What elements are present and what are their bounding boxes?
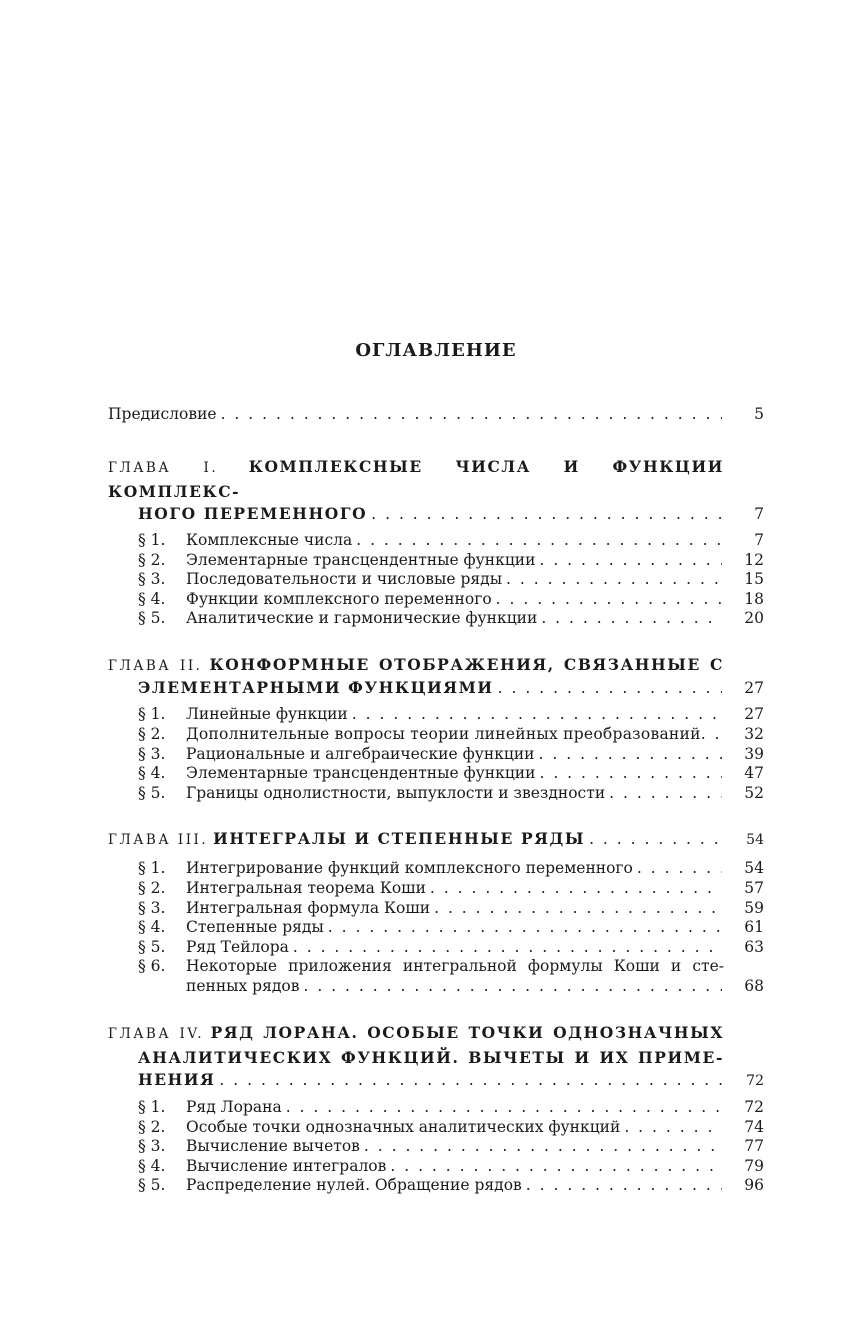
section-title: Границы однолистности, выпуклости и звездности [186,783,606,802]
section-number: § 2. [138,1117,166,1136]
toc-section[interactable] [138,609,764,629]
section-page: 7 [754,531,764,549]
section-title: Интегрирование функций комплексного переменного [186,859,633,878]
dot-leader [496,590,722,610]
section-title: Функции комплексного переменного [186,589,492,608]
section-page: 61 [744,918,764,937]
section-number: § 5. [138,609,166,628]
dot-leader [390,1157,722,1177]
section-page: 18 [744,589,764,608]
chapter-heading-text [108,827,585,852]
section-page: 27 [744,705,764,724]
chapter-page: 7 [754,504,764,523]
section-page: 63 [744,937,764,956]
section-number: § 2. [138,725,166,744]
section-list [108,859,764,996]
chapter-title-line2: ЭЛЕМЕНТАРНЫМИ ФУНКЦИЯМИ [138,677,494,697]
section-title: Распределение нулей. Обращение рядов [186,1176,522,1195]
dot-leader [609,784,722,804]
section-title: Особые точки однозначных аналитических функций [186,1117,621,1136]
dot-leader [221,405,722,425]
dot-leader [364,1137,722,1157]
dot-leader [539,764,722,784]
chapter-3 [108,827,764,996]
section-page: 47 [744,764,764,783]
chapter-number: ГЛАВА I. [108,459,219,476]
toc-section[interactable] [138,879,764,899]
dot-leader [286,1098,722,1118]
toc-section[interactable] [138,957,764,996]
chapter-heading-mid[interactable] [108,1046,764,1070]
section-title: Последовательности и числовые ряды [186,570,503,589]
chapter-4 [108,1021,764,1196]
section-page: 32 [744,725,764,744]
page-title: ОГЛАВЛЕНИЕ [355,340,517,361]
section-title: Ряд Лорана [186,1098,282,1117]
dot-leader [701,725,728,745]
dot-leader [434,899,722,919]
chapter-heading[interactable] [108,455,764,504]
section-title-line1: Некоторые приложения интегральной формулы Коши и сте- [186,957,724,976]
chapter-page: 72 [746,1072,764,1089]
section-number: § 5. [138,783,166,802]
chapter-number: ГЛАВА II. [108,657,203,674]
toc-section[interactable] [138,899,764,919]
chapter-title-line1: КОНФОРМНЫЕ ОТОБРАЖЕНИЯ, СВЯЗАННЫЕ С [209,654,724,674]
section-page: 12 [744,550,764,569]
section-title: Вычисление вычетов [186,1137,360,1156]
section-page: 77 [744,1137,764,1156]
section-number: § 5. [138,1176,166,1195]
section-title: Дополнительные вопросы теории линейных преобразований [186,725,701,744]
toc-section[interactable] [138,745,764,765]
chapter-heading-last[interactable] [108,504,764,525]
toc-section[interactable] [138,938,764,958]
dot-leader [541,609,722,629]
chapter-heading[interactable] [108,827,764,852]
section-number: § 4. [138,589,166,608]
toc-section[interactable] [138,725,764,745]
section-page: 39 [744,744,764,763]
dot-leader [526,1176,722,1196]
chapter-title-line1: ИНТЕГРАЛЫ И СТЕПЕННЫЕ РЯДЫ [213,829,586,849]
section-title: Элементарные трансцендентные функции [186,764,536,783]
toc-section[interactable] [138,551,764,571]
section-title: Интегральная теорема Коши [186,879,426,898]
dot-leader [637,859,722,879]
chapter-title-line1: РЯД ЛОРАНА. ОСОБЫЕ ТОЧКИ ОДНОЗНАЧНЫХ [210,1022,724,1042]
dot-leader [371,505,722,525]
section-page: 72 [744,1098,764,1117]
toc-section[interactable] [138,784,764,804]
chapter-title-line1: КОМПЛЕКСНЫЕ ЧИСЛА И ФУНКЦИИ КОМПЛЕКС- [108,456,724,501]
chapter-page: 54 [746,832,764,849]
chapter-heading-last[interactable] [108,678,764,699]
section-number: § 4. [138,1156,166,1175]
toc-section[interactable] [138,764,764,784]
dot-leader [328,918,722,938]
chapter-title-line3: НЕНИЯ [138,1069,216,1089]
section-page: 59 [744,898,764,917]
section-list [108,531,764,629]
dot-leader [498,679,722,699]
section-number: § 3. [138,1137,166,1156]
section-number: § 5. [138,937,166,956]
toc-section[interactable] [138,590,764,610]
section-page: 52 [744,783,764,802]
section-page: 68 [744,977,764,995]
section-page: 74 [744,1117,764,1136]
section-number: § 1. [138,1098,166,1117]
section-number: § 1. [138,705,166,724]
section-title: Элементарные трансцендентные функции [186,550,536,569]
dot-leader [539,745,722,765]
chapter-heading[interactable] [108,653,764,678]
chapter-heading[interactable] [108,1021,764,1046]
dot-leader [303,977,722,997]
toc-section[interactable] [138,1137,764,1157]
section-title: Ряд Тейлора [186,937,289,956]
chapter-title-line2: АНАЛИТИЧЕСКИХ ФУНКЦИЙ. ВЫЧЕТЫ И ИХ ПРИМЕ- [138,1047,724,1067]
dot-leader [293,938,722,958]
section-page: 57 [744,879,764,898]
dot-leader [430,879,722,899]
section-number: § 1. [138,531,166,549]
entry-label: Предисловие [108,405,217,423]
chapter-heading-last[interactable] [108,1070,764,1092]
section-number: § 6. [138,957,166,976]
section-title: Рациональные и алгебраические функции [186,744,535,763]
section-title: Аналитические и гармонические функции [186,609,538,628]
dot-leader [539,551,722,571]
section-page: 20 [744,609,764,628]
section-page: 79 [744,1156,764,1175]
toc-section[interactable] [138,918,764,938]
section-page: 15 [744,570,764,589]
section-title: Вычисление интегралов [186,1156,387,1175]
toc-section[interactable] [138,859,764,879]
toc-section[interactable] [138,531,764,551]
section-title: Степенные ряды [186,918,324,937]
section-list [108,1098,764,1196]
chapter-title-line2: НОГО ПЕРЕМЕННОГО [138,503,368,523]
chapter-number: ГЛАВА III. [108,832,209,849]
section-page: 54 [744,859,764,878]
section-number: § 2. [138,879,166,898]
dot-leader [356,531,722,551]
section-number: § 4. [138,764,166,783]
toc-entry-preface[interactable] [108,405,764,425]
dot-leader [624,1118,722,1138]
toc-section[interactable] [138,1098,764,1118]
section-number: § 2. [138,550,166,569]
chapter-1 [108,455,764,629]
entry-page: 5 [754,405,764,423]
section-number: § 3. [138,570,166,589]
chapter-number: ГЛАВА IV. [108,1025,205,1042]
toc-section[interactable] [138,705,764,725]
section-number: § 3. [138,744,166,763]
section-title: Линейные функции [186,705,348,724]
section-title: Комплексные числа [186,531,353,549]
toc-section[interactable] [138,1176,764,1196]
chapter-page: 27 [744,678,764,697]
section-number: § 1. [138,859,166,878]
table-of-contents [108,340,764,1220]
section-title-line2: пенных рядов [186,977,300,995]
section-number: § 3. [138,898,166,917]
chapter-2 [108,653,764,803]
section-number: § 4. [138,918,166,937]
section-title: Интегральная формула Коши [186,898,431,917]
dot-leader [589,827,722,851]
toc-section[interactable] [138,570,764,590]
dot-leader [219,1071,722,1091]
dot-leader [506,570,722,590]
section-page: 96 [744,1176,764,1195]
toc-section[interactable] [138,1157,764,1177]
dot-leader [352,705,722,725]
section-list [108,705,764,803]
toc-section[interactable] [138,1118,764,1138]
